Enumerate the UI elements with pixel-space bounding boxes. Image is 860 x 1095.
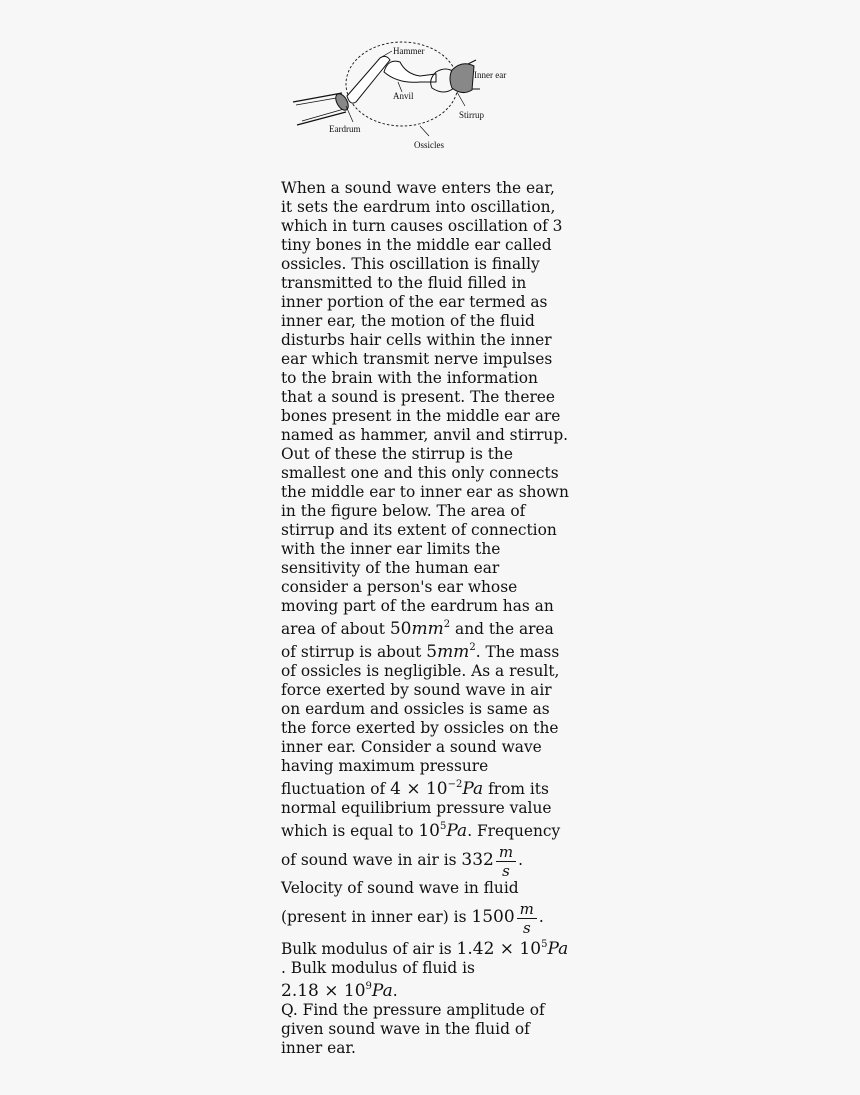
exponent: 2: [443, 619, 451, 630]
number: 1500: [471, 907, 515, 927]
passage-line: . Bulk modulus of fluid is: [281, 959, 475, 977]
equilibrium-pressure-line: [281, 818, 591, 841]
stirrup-area-line: [281, 639, 591, 662]
ear-diagram: [280, 36, 520, 156]
unit: Pa: [371, 981, 393, 1001]
question-line: inner ear.: [281, 1039, 356, 1057]
passage-line: consider a person's ear whose: [281, 578, 518, 596]
label-anvil: Anvil: [393, 91, 414, 101]
math-value: [390, 619, 450, 639]
passage-line: inner portion of the ear termed as: [281, 293, 548, 311]
passage-line: moving part of the eardrum has an: [281, 597, 554, 615]
fraction: [517, 900, 537, 937]
passage: [281, 179, 591, 1058]
label-inner-ear: Inner ear: [474, 70, 507, 80]
ear-canal-upper-line: [293, 93, 342, 102]
passage-line: inner ear, the motion of the fluid: [281, 312, 535, 330]
number: 4 × 10: [390, 779, 448, 799]
ear-canal-upper-line-2: [296, 97, 342, 105]
fraction-denominator: s: [502, 861, 510, 880]
passage-line: Velocity of sound wave in fluid: [281, 879, 519, 897]
ear-canal-lower-line-2: [302, 109, 344, 121]
exponent: 5: [440, 821, 447, 832]
anvil-bone: [384, 61, 436, 82]
unit: mm: [437, 642, 470, 662]
unit: Pa: [547, 939, 569, 959]
unit: Pa: [462, 779, 484, 799]
fraction: [496, 843, 516, 880]
passage-line: named as hammer, anvil and stirrup.: [281, 426, 569, 444]
unit: Pa: [446, 821, 468, 841]
fraction-numerator: m: [517, 900, 537, 919]
exponent: −2: [447, 779, 463, 790]
label-ossicles: Ossicles: [414, 140, 444, 150]
question-line: given sound wave in the fluid of: [281, 1020, 530, 1038]
passage-line: it sets the eardrum into oscillation,: [281, 198, 556, 216]
passage-line: transmitted to the fluid filled in: [281, 274, 527, 292]
passage-line: with the inner ear limits the: [281, 540, 501, 558]
text-fragment: area of about: [281, 620, 390, 638]
math-value: [418, 821, 467, 841]
passage-line: which in turn causes oscillation of 3: [281, 217, 563, 235]
math-value: [281, 981, 393, 1001]
number: 10: [418, 821, 440, 841]
ossicles-leader: [420, 126, 429, 136]
passage-line: ear which transmit nerve impulses: [281, 350, 553, 368]
fraction-numerator: m: [496, 843, 516, 862]
passage-line: stirrup and its extent of connection: [281, 521, 557, 539]
text-fragment: (present in inner ear) is: [281, 908, 472, 926]
inner-ear-shape: [450, 64, 474, 93]
fluid-speed-line: [281, 898, 591, 936]
passage-line: ossicles. This oscillation is finally: [281, 255, 540, 273]
stirrup-leader: [457, 92, 465, 106]
label-eardrum: Eardrum: [329, 124, 361, 134]
number: 1.42 × 10: [456, 939, 542, 959]
passage-line: having maximum pressure: [281, 757, 489, 775]
number: 332: [461, 850, 494, 870]
text-fragment: .: [518, 851, 524, 869]
text-fragment: which is equal to: [281, 822, 419, 840]
eardrum-leader: [346, 106, 353, 122]
passage-line: bones present in the middle ear are: [281, 407, 561, 425]
math-value: [457, 939, 569, 959]
passage-line: the force exerted by ossicles on the: [281, 719, 559, 737]
passage-line: When a sound wave enters the ear,: [281, 179, 555, 197]
text-fragment: .: [392, 982, 398, 1000]
air-bulk-modulus-line: [281, 936, 591, 959]
inner-ear-edge-top: [468, 60, 476, 64]
air-speed-line: [281, 841, 591, 879]
passage-line: sensitivity of the human ear: [281, 559, 500, 577]
text-fragment: . The mass: [475, 643, 560, 661]
passage-line: inner ear. Consider a sound wave: [281, 738, 542, 756]
text-fragment: Bulk modulus of air is: [281, 940, 457, 958]
passage-line: that a sound is present. The theree: [281, 388, 556, 406]
passage-line: on eardum and ossicles is same as: [281, 700, 550, 718]
exponent: 5: [541, 939, 548, 950]
eardrum-area-line: [281, 616, 591, 639]
text-fragment: of sound wave in air is: [281, 851, 462, 869]
text-fragment: from its: [483, 780, 549, 798]
passage-line: in the figure below. The area of: [281, 502, 526, 520]
math-value: [390, 779, 483, 799]
text-fragment: . Frequency: [467, 822, 561, 840]
exponent: 2: [469, 642, 476, 653]
passage-line: the middle ear to inner ear as shown: [281, 483, 569, 501]
passage-line: force exerted by sound wave in air: [281, 681, 552, 699]
question-line: Q. Find the pressure amplitude of: [281, 1001, 545, 1019]
passage-line: smallest one and this only connects: [281, 464, 559, 482]
text-fragment: and the area: [450, 620, 554, 638]
passage-line: to the brain with the information: [281, 369, 538, 387]
passage-line: tiny bones in the middle ear called: [281, 236, 552, 254]
math-value: [426, 642, 475, 662]
text-fragment: fluctuation of: [281, 780, 391, 798]
pressure-fluctuation-line: [281, 776, 591, 799]
text-fragment: .: [538, 908, 544, 926]
exponent: 9: [365, 981, 372, 992]
passage-line: of ossicles is negligible. As a result,: [281, 662, 560, 680]
passage-line: normal equilibrium pressure value: [281, 799, 552, 817]
number: 5: [426, 642, 438, 662]
text-fragment: of stirrup is about: [281, 643, 427, 661]
number: 2.18 × 10: [281, 981, 366, 1001]
label-hammer: Hammer: [393, 46, 425, 56]
passage-line: Out of these the stirrup is the: [281, 445, 513, 463]
passage-line: disturbs hair cells within the inner: [281, 331, 552, 349]
number: 50: [389, 619, 412, 639]
unit: mm: [411, 619, 444, 639]
fluid-bulk-modulus-line: [281, 978, 591, 1001]
label-stirrup: Stirrup: [459, 110, 485, 120]
fraction-denominator: s: [522, 918, 531, 937]
